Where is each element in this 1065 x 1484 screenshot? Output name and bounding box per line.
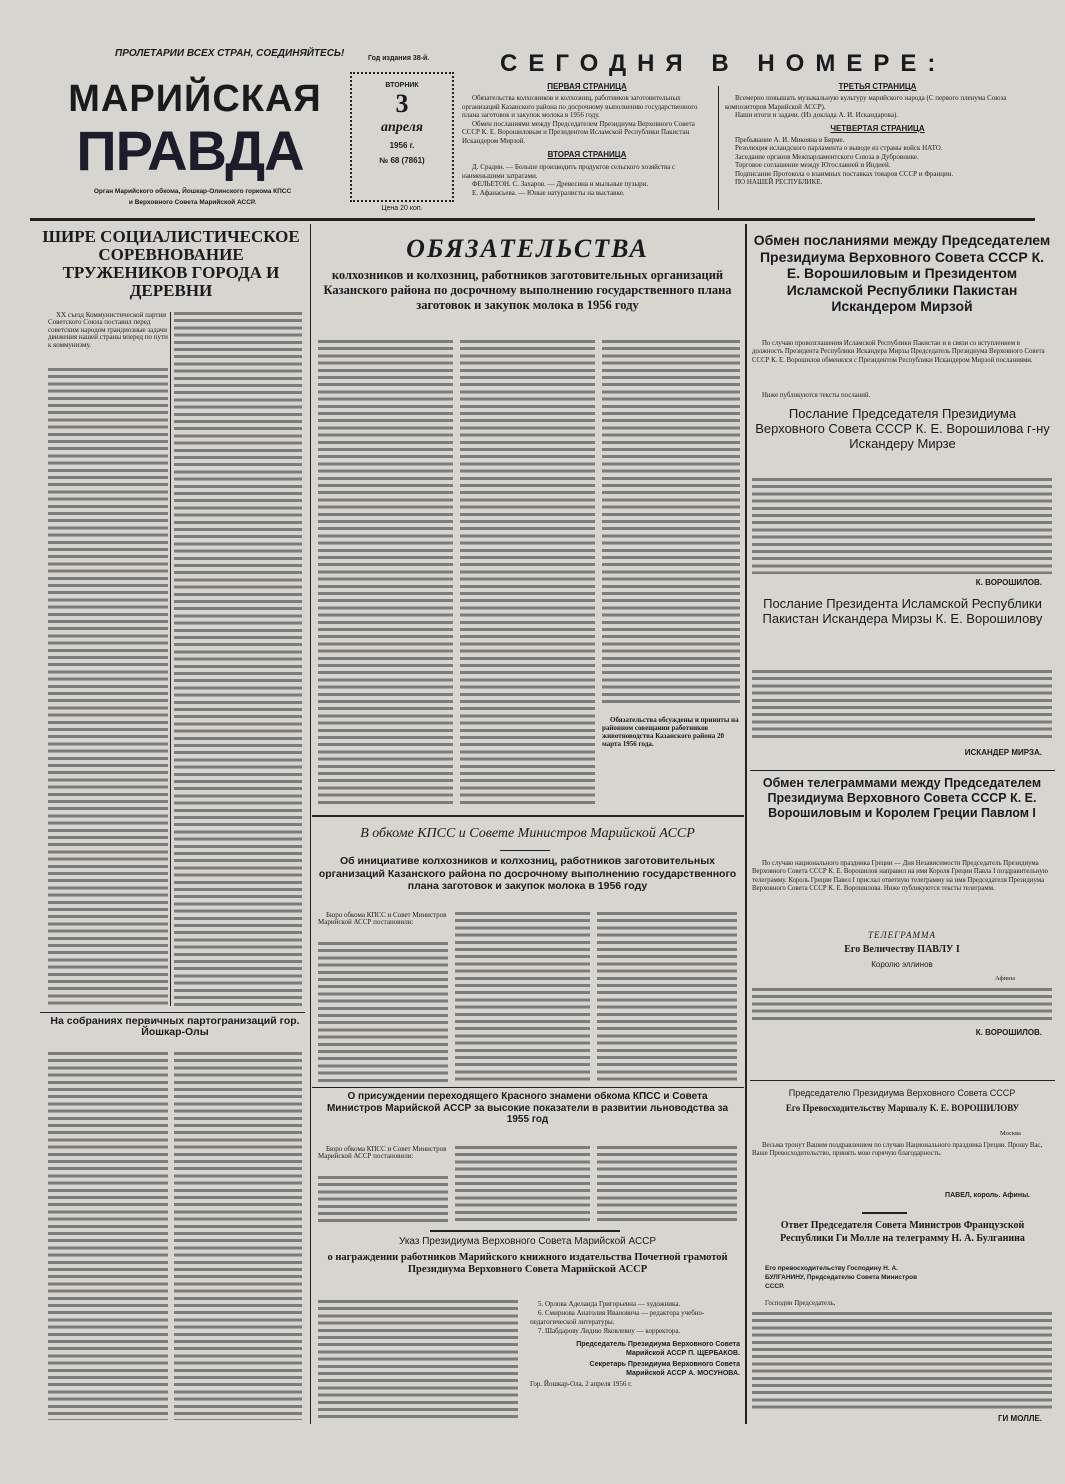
message1-signature: К. ВОРОШИЛОВ. xyxy=(975,578,1042,587)
telegram-text xyxy=(752,988,1052,1024)
left-text-col1 xyxy=(48,368,168,1006)
obligations-signature: Обязательства обсуждены и приняты на районном совещании работников животноводства Казанского района 20 марта 1956 года. xyxy=(602,716,739,748)
contents-page3-heading: ТРЕТЬЯ СТРАНИЦА xyxy=(838,82,917,91)
message2-signature: ИСКАНДЕР МИРЗА. xyxy=(964,748,1042,757)
contents-item: Обмен посланиями между Председателем Президиума Верховного Совета СССР К. Е. Ворошиловым и Президентом Исламской Республики Пакистан Искандером Мирзой. xyxy=(462,119,695,145)
banner-title: О присуждении переходящего Красного знамени обкома КПСС и Совета Министров Марийской АССР за высокие показатели в развитии льноводства за 1955 год xyxy=(326,1091,729,1125)
mollet-address: Господин Председатель, xyxy=(765,1300,836,1307)
contents-page2-heading: ВТОРАЯ СТРАНИЦА xyxy=(547,150,627,159)
decree-secretary: Секретарь Президиума Верховного Совета Марийской АССР А. МОСУНОВА. xyxy=(589,1361,740,1377)
decree-item: 6. Смирнова Анатолия Ивановича — редактора учебно-педагогической литературы. xyxy=(530,1309,705,1326)
decree-title: Указ Президиума Верховного Совета Марийской АССР xyxy=(398,1236,657,1247)
exchange-intro: По случаю провозглашения Исламской Республики Пакистан и в связи со вступлением в должность Президента Республики Искандера Мирзы Председатель Президиума Верховного Совета СССР К. Е. Ворошилов обменялся с Президентом Республики Искандером Мирзой посланиями. xyxy=(752,340,1045,364)
decree-item: 7. Шабдарову Лидию Яковлевну — корректора. xyxy=(538,1327,681,1335)
column-rule-left xyxy=(310,224,311,1424)
obligations-text-col3 xyxy=(602,340,740,705)
left-second-headline: На собраниях первичных партогранизаций гор. Йошкар-Олы xyxy=(50,1015,300,1039)
reply-city: Москва xyxy=(1000,1130,1021,1137)
message1-title: Послание Председателя Президиума Верховного Совета СССР К. Е. Ворошилова г-ну Искандеру Мирзе xyxy=(755,406,1050,451)
contents-item: Наши итоги и задачи. (Из доклада А. И. Искандарова). xyxy=(735,111,899,119)
message1-text xyxy=(752,478,1052,574)
contents-page4-heading: ЧЕТВЕРТАЯ СТРАНИЦА xyxy=(830,123,925,133)
left-text-col4 xyxy=(174,1052,302,1420)
banner-lead: Бюро обкома КПСС и Совет Министров Марийской АССР постановили: xyxy=(318,1145,447,1161)
decree-item: 5. Орлова Аделаида Григорьевна — художника. xyxy=(538,1300,681,1308)
obligations-subtitle: колхозников и колхозниц, работников заготовительных организаций Казанского района по досрочному выполнению государственного плана заготовок и закупок молока в 1956 году xyxy=(323,268,732,312)
contents-item: Всемерно повышать музыкальную культуру марийского народа (С первого пленума Союза композиторов Марийской АССР). xyxy=(725,94,1007,111)
contents-item: Е. Афанасьева. — Юные натуралисты на выставке. xyxy=(472,188,625,197)
center-rule-3 xyxy=(430,1230,620,1232)
masthead-slogan: ПРОЛЕТАРИИ ВСЕХ СТРАН, СОЕДИНЯЙТЕСЬ! xyxy=(115,48,345,59)
right-rule-2 xyxy=(750,1080,1055,1081)
exchange-note: Ниже публикуются тексты посланий. xyxy=(762,392,871,399)
date-month: апреля xyxy=(380,120,424,135)
telegram-to: Его Величеству ПАВЛУ I xyxy=(844,944,960,955)
obkom-text-col2 xyxy=(455,912,590,1082)
exchange-title: Обмен посланиями между Председателем Президиума Верховного Совета СССР К. Е. Ворошиловым и Президентом Исламской Республики Пакистан Искандером Мирзой xyxy=(753,232,1051,314)
decree-items xyxy=(530,1300,740,1389)
date-weekday: ВТОРНИК xyxy=(385,82,419,89)
reply-signature: ПАВЕЛ, король. Афины. xyxy=(945,1192,1030,1199)
price: Цена 20 коп. xyxy=(381,205,423,212)
mollet-signature: ГИ МОЛЛЕ. xyxy=(998,1414,1042,1423)
obkom-lead: Бюро обкома КПСС и Совет Министров Марийской АССР постановили: xyxy=(318,911,447,927)
left-text-col3 xyxy=(48,1052,168,1420)
left-section-rule xyxy=(40,1012,305,1013)
reply-to: Его Превосходительству Маршалу К. Е. ВОРОШИЛОВУ xyxy=(785,1103,1020,1113)
obkom-short-rule xyxy=(500,850,550,851)
mollet-title: Ответ Председателя Совета Министров Французской Республики Ги Молле на телеграмму Н. А. Булганина xyxy=(780,1220,1025,1244)
contents-item: Подписание Протокола о взаимных поставках товаров СССР и Франции. xyxy=(735,169,954,178)
telegram-intro: По случаю национального праздника Греции — Дня Независимости Председатель Президиума Верховного Совета СССР К. Е. Ворошилов направил на имя Короля Греции Павла I поздравительную телеграмму. Король Греции Павел I прислал ответную телеграмму на имя Председателя Президиума Верховного Совета СССР К. Е. Ворошилова. Ниже публикуются тексты телеграмм. xyxy=(752,860,1048,892)
obligations-text-col1 xyxy=(318,340,453,805)
telegram-title: Обмен телеграммами между Председателем Президиума Верховного Совета СССР К. Е. Ворошиловым и Королем Греции Павлом I xyxy=(762,776,1042,820)
message2-title: Послание Президента Исламской Республики Пакистан Искандера Мирзы К. Е. Ворошилову xyxy=(762,596,1043,626)
contents-title: СЕГОДНЯ В НОМЕРЕ: xyxy=(500,50,947,77)
center-rule-1 xyxy=(312,815,744,817)
obkom-text-col3 xyxy=(597,912,737,1082)
obkom-title: В обкоме КПСС и Совете Министров Марийской АССР xyxy=(360,826,695,841)
message2-text xyxy=(752,670,1052,742)
banner-text-col3 xyxy=(597,1146,737,1224)
issue-number: № 68 (7861) xyxy=(379,156,425,165)
telegram-label: ТЕЛЕГРАММА xyxy=(868,930,936,940)
contents-item: ПО НАШЕЙ РЕСПУБЛИКЕ. xyxy=(735,178,823,186)
date-year: 1956 г. xyxy=(389,141,415,150)
reply-text: Весьма тронут Вашим поздравлением по случаю Национального праздника Греции. Прошу Вас, Ваше Превосходительство, принять мою горячую благодарность. xyxy=(752,1142,1043,1158)
banner-text-col2 xyxy=(455,1146,590,1224)
masthead-title-line1: МАРИЙСКАЯ xyxy=(68,78,322,120)
left-col-divider xyxy=(170,312,171,1006)
contents-item: Торговое соглашение между Югославией и Индией. xyxy=(735,161,891,169)
year-of-publication: Год издания 38-й. xyxy=(368,55,430,62)
left-text-col2 xyxy=(174,312,302,1006)
mollet-salutation: Его превосходительству Господину Н. А. БУЛГАНИНУ, Председателю Совета Министров СССР. xyxy=(765,1265,918,1290)
date-box xyxy=(350,72,454,202)
banner-text-col1 xyxy=(318,1176,448,1224)
masthead-subtitle-1: Орган Марийского обкома, Йошкар-Олинского горкома КПСС xyxy=(93,188,292,195)
masthead-subtitle-2: и Верховного Совета Марийской АССР. xyxy=(128,199,257,206)
decree-place: Гор. Йошкар-Ола, 2 апреля 1956 г. xyxy=(530,1380,632,1388)
obkom-text-col1 xyxy=(318,942,448,1082)
contents-item: Резолюция исландского парламента о выводе из страны войск НАТО. xyxy=(735,144,943,152)
contents-divider xyxy=(718,86,719,210)
telegram-to2: Королю эллинов xyxy=(871,960,933,969)
reply-head: Председателю Президиума Верховного Совета СССР xyxy=(788,1088,1016,1098)
right-short-rule xyxy=(862,1212,907,1214)
obkom-subtitle: Об инициативе колхозников и колхозниц, работников заготовительных организаций Казанского района по досрочному выполнению государственного плана заготовок и закупок молока в 1956 году xyxy=(318,855,737,892)
contents-left xyxy=(462,82,712,197)
column-rule-right xyxy=(745,224,747,1424)
obligations-title: ОБЯЗАТЕЛЬСТВА xyxy=(406,234,649,263)
right-rule-1 xyxy=(750,770,1055,771)
decree-signature: Председатель Президиума Верховного Совета Марийской АССР П. ЩЕРБАКОВ. xyxy=(576,1341,740,1357)
masthead-title-line2: ПРАВДА xyxy=(76,119,304,182)
left-headline: ШИРЕ СОЦИАЛИСТИЧЕСКОЕ СОРЕВНОВАНИЕ ТРУЖЕНИКОВ ГОРОДА И ДЕРЕВНИ xyxy=(42,227,300,300)
contents-item: Пребывание А. И. Микояна в Бирме. xyxy=(735,135,845,144)
masthead-rule xyxy=(30,218,1035,221)
obligations-text-col2 xyxy=(460,340,595,805)
contents-item: ФЕЛЬЕТОН. С. Захаров. — Древесина и мыльные пузыри. xyxy=(472,180,649,188)
telegram-city: Афины xyxy=(995,975,1015,982)
contents-item: Обязательства колхозников и колхозниц, работников заготовительных организаций Казанского района по досрочному выполнению государственного плана заготовок и закупок молока в 1956 году. xyxy=(462,94,698,119)
center-rule-2 xyxy=(312,1087,744,1088)
mollet-text xyxy=(752,1312,1052,1410)
decree-subtitle: о награждении работников Марийского книжного издательства Почетной грамотой Президиума Верховного Совета Марийской АССР xyxy=(327,1252,728,1275)
left-lead: XX съезд Коммунистической партии Советского Союза поставил перед советским народом грандиозные задачи движения нашей страны вперед по пути к коммунизму. xyxy=(48,311,168,349)
decree-text-col1 xyxy=(318,1300,518,1420)
contents-item: Д. Срадин. — Больше производить продуктов сельского хозяйства с наименьшими затратами. xyxy=(462,163,676,180)
contents-page1-heading: ПЕРВАЯ СТРАНИЦА xyxy=(547,82,627,91)
telegram-signature: К. ВОРОШИЛОВ. xyxy=(975,1028,1042,1037)
date-day: 3 xyxy=(395,89,409,118)
contents-right xyxy=(725,82,1030,187)
contents-item: Заседание органов Межпарламентского Союза в Дубровнике. xyxy=(735,152,919,161)
